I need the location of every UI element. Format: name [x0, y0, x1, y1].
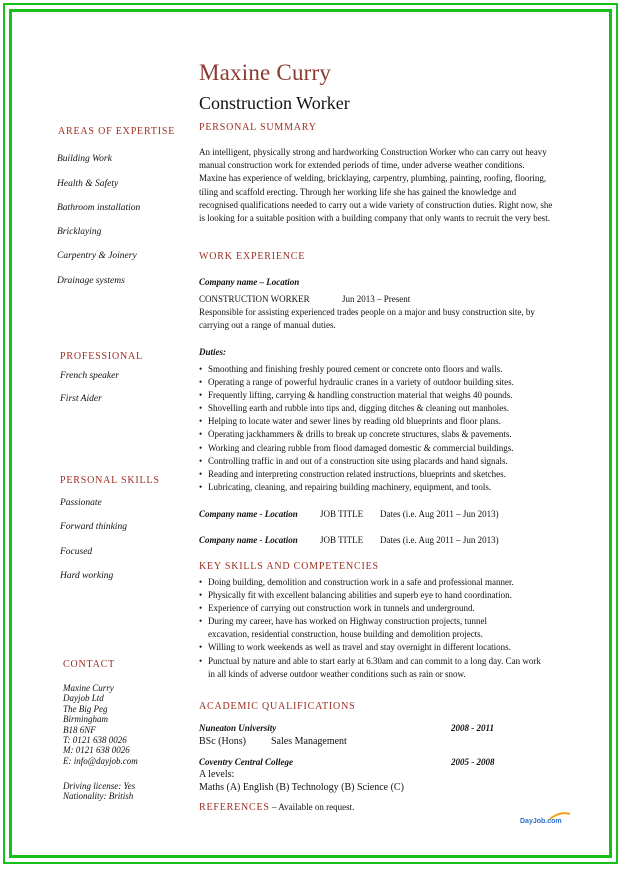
school1-name: Nuneaton University	[199, 723, 277, 733]
school2-name: Coventry Central College	[199, 757, 293, 767]
area-item: Bricklaying	[57, 227, 102, 237]
school2-subjects: Maths (A) English (B) Technology (B) Science (C)	[199, 782, 404, 793]
skill-item: • Physically fit with excellent balancing abilities and superb eye to hand coordination.	[199, 589, 559, 602]
skills-list	[199, 576, 559, 681]
personal-skill-item: Hard working	[60, 571, 114, 581]
contact-line: T: 0121 638 0026	[63, 735, 127, 746]
extra-details	[63, 781, 135, 802]
skill-item: • During my career, have has worked on Highway construction projects, tunnel excavation, residential construction, house building and demolition projects.	[199, 615, 508, 641]
contact-email: E: info@dayjob.com	[63, 755, 138, 766]
school1-subject: Sales Management	[271, 736, 347, 747]
job2-position: JOB TITLE	[320, 509, 364, 519]
area-item: Drainage systems	[57, 276, 125, 286]
job1-position: CONSTRUCTION WORKER	[199, 294, 310, 304]
area-item: Bathroom installation	[57, 203, 141, 213]
driving-license: Driving license: Yes	[63, 781, 136, 791]
job3-company: Company name - Location	[199, 535, 298, 545]
school1-dates: 2008 - 2011	[451, 723, 495, 733]
references-heading: REFERENCES	[199, 802, 270, 813]
school2-level: A levels:	[199, 769, 235, 780]
areas-heading: AREAS OF EXPERTISE	[58, 126, 176, 137]
duty-item: • Smoothing and finishing freshly poured cement or concrete onto floors and walls.	[199, 363, 559, 376]
job1-description: Responsible for assisting experienced trades people on a major and busy construction site, by carrying out a range of manual duties.	[199, 307, 535, 331]
duty-item: • Working and clearing rubble from flood damaged domestic & commercial buildings.	[199, 442, 559, 455]
references-text: – Available on request.	[272, 802, 355, 812]
school2-dates: 2005 - 2008	[451, 757, 495, 767]
nationality: Nationality: British	[63, 791, 134, 802]
professional-heading: PROFESSIONAL	[60, 351, 143, 362]
job-title: Construction Worker	[199, 93, 350, 113]
contact-line: Maxine Curry	[63, 683, 114, 693]
experience-heading: WORK EXPERIENCE	[199, 251, 306, 262]
contact-line: B18 6NF	[63, 724, 96, 735]
dayjob-logo: DayJob.com	[520, 818, 562, 825]
summary-text: An intelligent, physically strong and hardworking Construction Worker who can carry out heavy manual construction work for extended periods of time, under adverse weather conditions. Maxine has experience of welding, bricklaying, carpentry, plumbing, painting, roofing, flooring, tiling and scaffold erecting. Through her working life she has gained the knowledge and recognised qualifications needed to carry out a wide variety of construction duties. Right now, she is looking for a suitable position with a building company that only wants to recruit the very best.	[199, 147, 553, 224]
duties-list	[199, 363, 559, 494]
personal-skill-item: Forward thinking	[60, 522, 127, 532]
references	[199, 802, 354, 813]
candidate-name: Maxine Curry	[199, 60, 332, 85]
job1-dates: Jun 2013 – Present	[342, 294, 411, 304]
personal-skills-heading: PERSONAL SKILLS	[60, 475, 160, 486]
job3-position: JOB TITLE	[320, 535, 364, 545]
skill-item: • Willing to work weekends as well as travel and stay overnight in different locations.	[199, 641, 559, 654]
contact-line: Dayjob Ltd	[63, 693, 104, 704]
skill-item: • Experience of carrying out construction work in tunnels and underground.	[199, 602, 559, 615]
job2-company: Company name - Location	[199, 509, 298, 519]
job1-company: Company name – Location	[199, 277, 300, 287]
personal-skill-item: Focused	[60, 547, 93, 557]
contact-heading: CONTACT	[63, 659, 116, 670]
job3-dates: Dates (i.e. Aug 2011 – Jun 2013)	[380, 535, 499, 545]
contact-line: M: 0121 638 0026	[63, 745, 130, 756]
duty-item: • Operating jackhammers & drills to break up concrete structures, slabs & pavements.	[199, 428, 559, 441]
personal-skill-item: Passionate	[60, 498, 102, 508]
education-heading: ACADEMIC QUALIFICATIONS	[199, 701, 356, 712]
duty-item: • Helping to locate water and sewer lines by reading old blueprints and floor plans.	[199, 415, 559, 428]
contact-line: Birmingham	[63, 714, 108, 725]
skills-heading: KEY SKILLS AND COMPETENCIES	[199, 561, 379, 572]
professional-item: French speaker	[60, 371, 119, 381]
duty-item: • Reading and interpreting construction related instructions, blueprints and sketches.	[199, 468, 559, 481]
duty-item: • Frequently lifting, carrying & handling construction material that weighs 40 pounds.	[199, 389, 559, 402]
area-item: Building Work	[57, 154, 112, 164]
contact-details	[63, 683, 138, 766]
contact-line: The Big Peg	[63, 703, 108, 714]
job2-dates: Dates (i.e. Aug 2011 – Jun 2013)	[380, 509, 499, 519]
professional-item: First Aider	[60, 394, 102, 404]
school1-degree: BSc (Hons)	[199, 736, 246, 747]
duty-item: • Controlling traffic in and out of a construction site using placards and hand signals.	[199, 455, 559, 468]
summary-heading: PERSONAL SUMMARY	[199, 122, 317, 133]
area-item: Carpentry & Joinery	[57, 251, 137, 261]
duty-item: • Lubricating, cleaning, and repairing building machinery, equipment, and tools.	[199, 481, 559, 494]
area-item: Health & Safety	[57, 179, 119, 189]
skill-item: • Punctual by nature and able to start early at 6.30am and can commit to a long day. Can work in all kinds of adverse outdoor weather conditions such as rain or snow.	[199, 655, 548, 681]
duty-item: • Shovelling earth and rubble into tips and, digging ditches & cleaning out manholes.	[199, 402, 559, 415]
duty-item: • Operating a range of powerful hydraulic cranes in a variety of outdoor building sites.	[199, 376, 559, 389]
skill-item: • Doing building, demolition and construction work in a safe and professional manner.	[199, 576, 559, 589]
duties-label: Duties:	[199, 347, 226, 357]
